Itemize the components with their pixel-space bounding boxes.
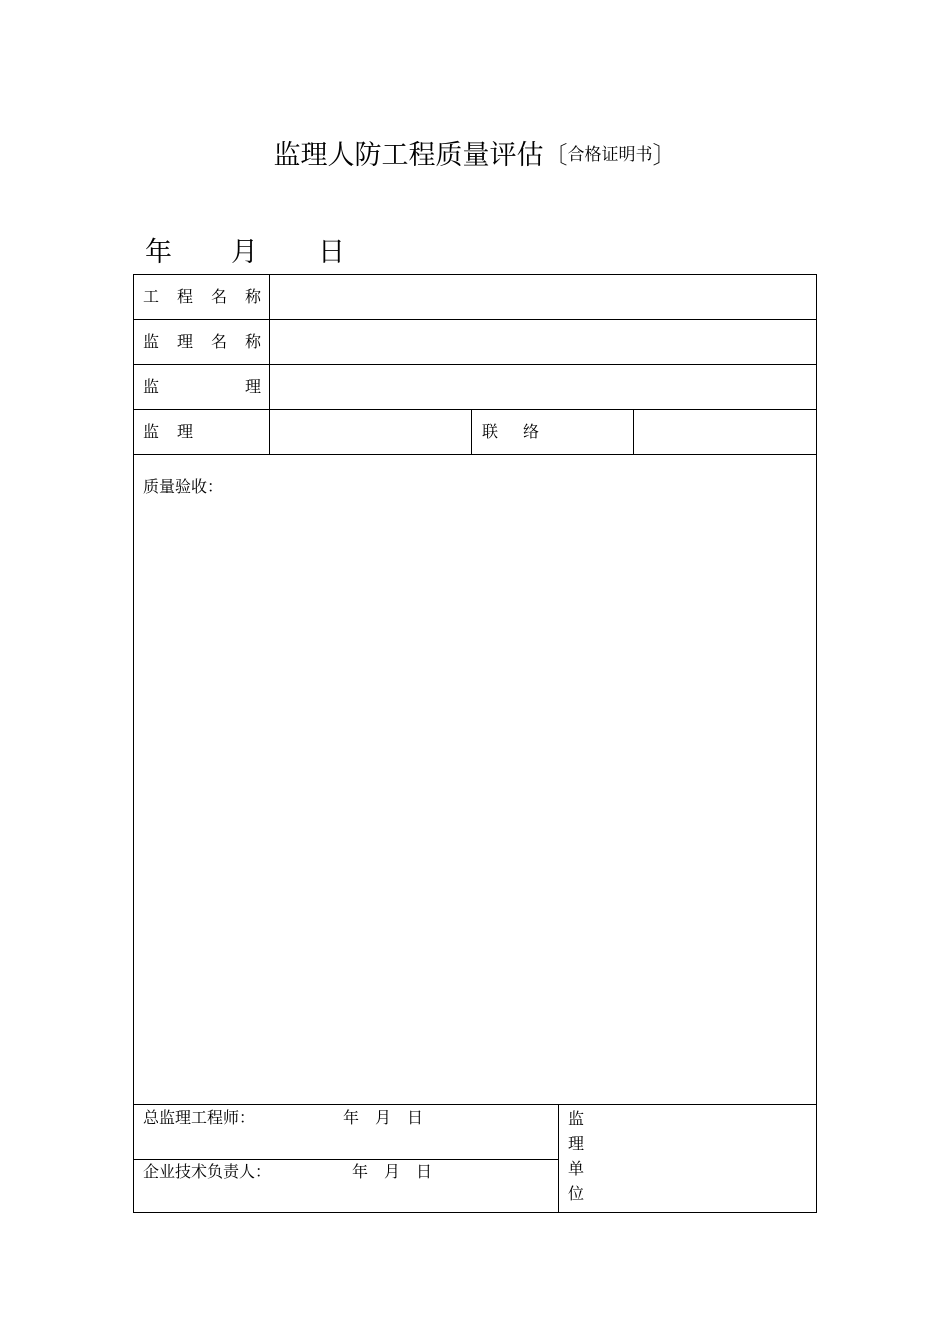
quality-acceptance-field[interactable] — [135, 500, 815, 1100]
supervision-name-label: 监 理 名 称 — [143, 332, 261, 351]
date-year: 年 — [145, 237, 172, 268]
supervision-row3-field[interactable] — [271, 366, 815, 408]
chief-engineer-label: 总监理工程师： — [143, 1108, 256, 1127]
row-divider — [133, 454, 817, 455]
supervision-row4-field[interactable] — [271, 411, 470, 453]
row-divider — [133, 1104, 817, 1105]
tech-lead-label: 企业技术负责人： — [143, 1162, 272, 1181]
title-subtitle: 合格证明书 — [567, 145, 653, 165]
title-main: 监理人防工程质量评估 — [273, 140, 544, 171]
supervision-name-field[interactable] — [271, 321, 815, 363]
title-open-bracket: 〔 — [543, 141, 568, 169]
project-name-label: 工 程 名 称 — [143, 287, 261, 306]
quality-acceptance-label: 质量验收： — [143, 477, 224, 496]
column-divider — [269, 274, 270, 455]
row-divider — [133, 319, 817, 320]
column-divider — [558, 1104, 559, 1213]
date-day: 日 — [318, 237, 345, 268]
row-divider — [133, 364, 817, 365]
project-name-field[interactable] — [271, 276, 815, 318]
row-divider — [133, 409, 817, 410]
column-divider — [471, 409, 472, 455]
document-title — [0, 133, 950, 172]
supervision-unit-field[interactable] — [595, 1106, 815, 1211]
title-close-bracket: 〕 — [652, 141, 677, 169]
contact-label: 联 络 — [482, 422, 539, 441]
chief-engineer-date: 年 月 日 — [343, 1108, 424, 1127]
contact-field[interactable] — [635, 411, 815, 453]
row-divider — [133, 1159, 558, 1160]
supervision-row3-label: 监 理 — [143, 377, 261, 396]
date-month: 月 — [231, 237, 258, 268]
supervision-unit-label: 监 理 单 位 — [567, 1109, 584, 1203]
tech-lead-date: 年 月 日 — [352, 1162, 433, 1181]
supervision-row4-label: 监 理 — [143, 422, 193, 441]
column-divider — [633, 409, 634, 455]
